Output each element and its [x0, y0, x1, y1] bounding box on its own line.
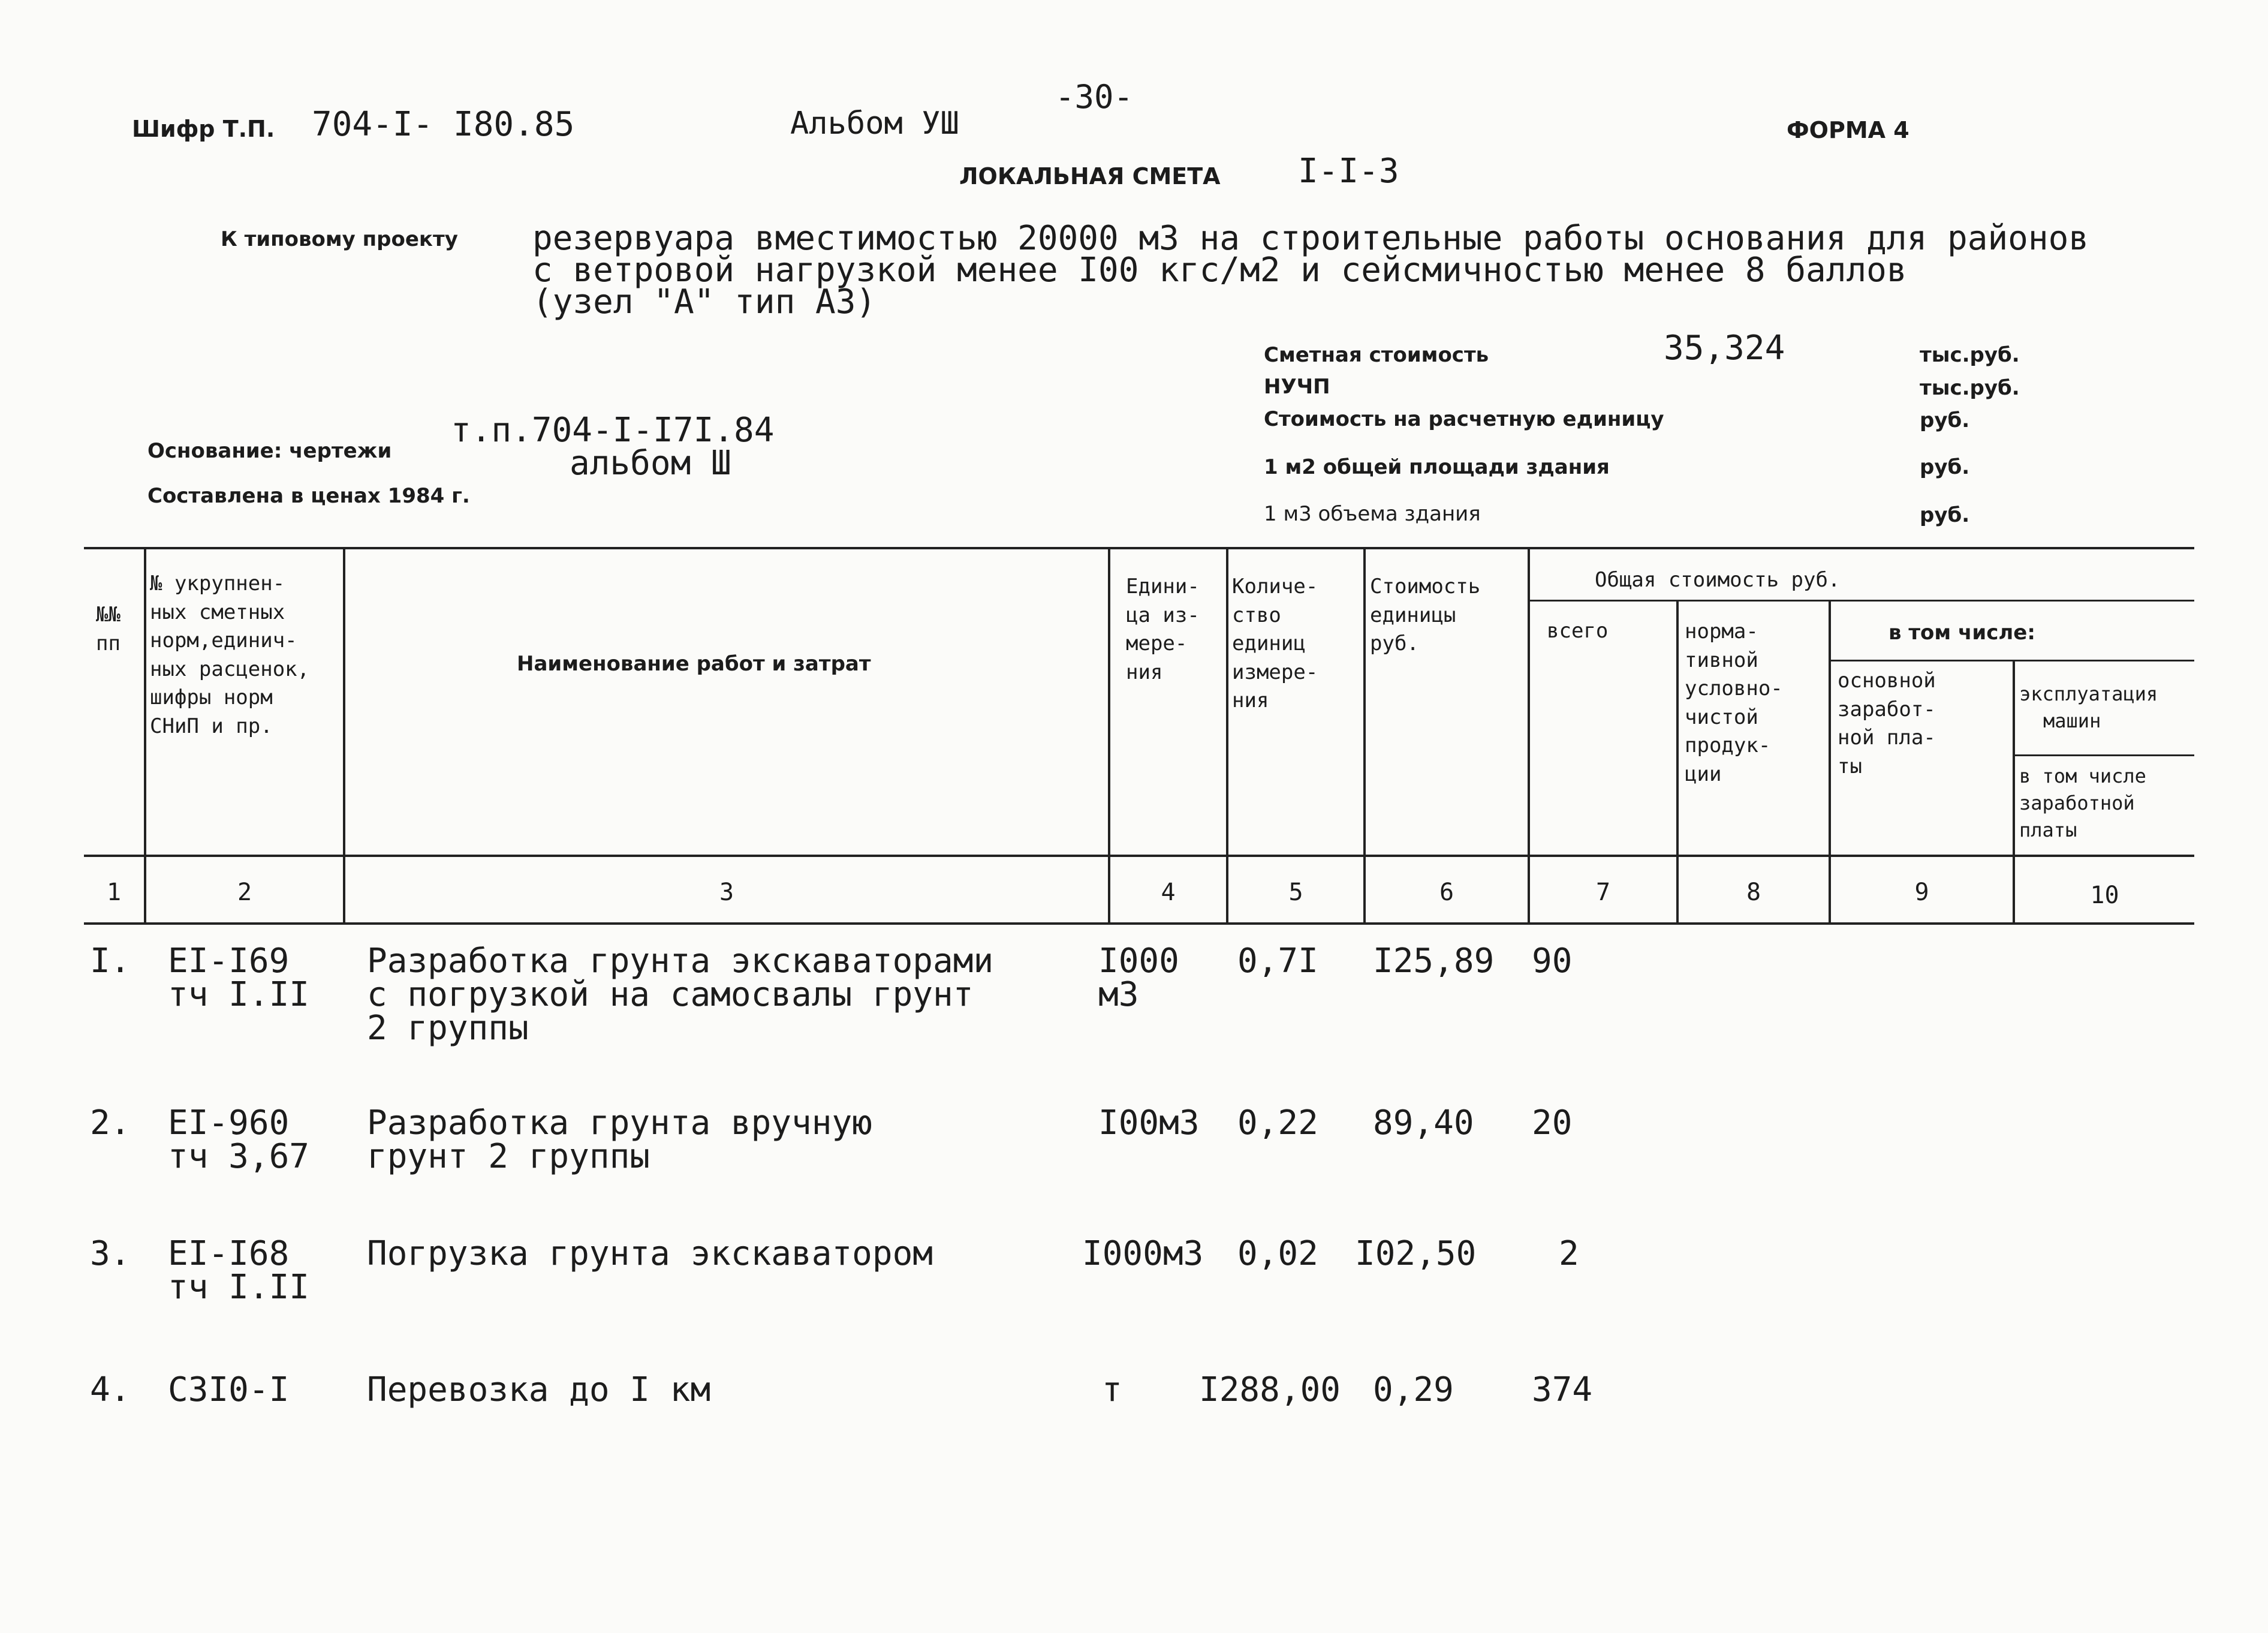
col-num-7: 7 [1595, 879, 1611, 906]
project-line-2: с ветровой нагрузкой менее I00 кгс/м2 и сейсмичностью менее 8 баллов [532, 251, 1907, 290]
row-2-price: 89,40 [1373, 1103, 1474, 1142]
per-m2-unit: руб. [1920, 455, 1970, 479]
row-4-qty: I288,00 [1199, 1370, 1341, 1409]
row-3-qty: 0,02 [1237, 1234, 1318, 1273]
header-col-3: Наименование работ и затрат [517, 652, 871, 676]
col-num-4: 4 [1161, 879, 1176, 906]
page-number: -30- [1055, 78, 1134, 116]
row-1-code: EI-I69 тч I.II [168, 942, 310, 1014]
row-2-qty: 0,22 [1237, 1103, 1318, 1142]
project-line-3: (узел "А" тип А3) [532, 282, 877, 321]
header-col-9: основной заработ- ной пла- ты [1838, 669, 1936, 778]
row-4-no: 4. [90, 1370, 131, 1409]
basis-drawings: т.п.704-I-I7I.84 [451, 411, 775, 450]
row-3-name: Погрузка грунта экскаватором [367, 1234, 933, 1273]
row-1-name: Разработка грунта экскаваторами с погрузкой на самосвалы грунт 2 группы [367, 942, 994, 1048]
row-4-price: 0,29 [1373, 1370, 1454, 1409]
row-4-code: С3I0-I [168, 1370, 290, 1409]
row-2-unit: I00м3 [1098, 1103, 1200, 1142]
header-total-group: Общая стоимость руб. [1595, 568, 1841, 592]
row-4-total: 374 [1532, 1370, 1593, 1409]
row-3-total: 2 [1559, 1234, 1579, 1273]
row-1-price: I25,89 [1373, 942, 1495, 981]
row-1-no: I. [90, 942, 131, 981]
col-num-1: 1 [106, 879, 122, 906]
row-3-no: 3. [90, 1234, 131, 1273]
col-num-9: 9 [1914, 879, 1929, 906]
header-col-2: № укрупнен- ных сметных норм,единич- ных расценок, шифры норм СНиП и пр. [150, 572, 310, 738]
row-2-name: Разработка грунта вручную грунт 2 группы [367, 1103, 872, 1176]
col-num-6: 6 [1439, 879, 1454, 906]
basis-label: Основание: чертежи [147, 439, 392, 463]
col-num-2: 2 [237, 879, 252, 906]
row-1-unit: I000 м3 [1098, 942, 1179, 1014]
prices-label: Составлена в ценах 1984 г. [147, 484, 470, 508]
cipher-value: 704-I- I80.85 [312, 105, 575, 144]
row-3-price: I02,50 [1355, 1234, 1477, 1273]
per-m3-unit: руб. [1920, 503, 1970, 527]
row-4-name: Перевозка до I км [367, 1370, 711, 1409]
col-num-3: 3 [719, 879, 734, 906]
header-col-8: норма- тивной условно- чистой продук- ции [1685, 619, 1783, 786]
header-col-7: всего [1547, 619, 1609, 643]
estimated-cost-unit: тыс.руб. [1920, 343, 2020, 367]
per-unit-unit: руб. [1920, 408, 1970, 432]
col-num-10: 10 [2090, 882, 2119, 909]
estimate-number: I-I-3 [1298, 152, 1399, 191]
header-col-10-bottom: в том числе заработной платы [2019, 765, 2146, 841]
per-m3-label: 1 м3 объема здания [1264, 502, 1481, 526]
row-2-no: 2. [90, 1103, 131, 1142]
header-col-5: Количе- ство единиц измере- ния [1232, 575, 1318, 713]
header-col-10-top: эксплуатация машин [2019, 682, 2158, 732]
col-num-8: 8 [1746, 879, 1761, 906]
col-num-5: 5 [1288, 879, 1303, 906]
project-line-1: резервуара вместимостью 20000 м3 на строительные работы основания для районов [532, 219, 2089, 258]
estimated-cost-label: Сметная стоимость [1264, 343, 1489, 367]
header-col-6: Стоимость единицы руб. [1370, 575, 1481, 656]
project-label: К типовому проекту [221, 227, 458, 251]
row-3-unit: I000м3 [1082, 1234, 1204, 1273]
per-m2-label: 1 м2 общей площади здания [1264, 455, 1610, 479]
estimated-cost-value: 35,324 [1664, 329, 1785, 368]
row-2-total: 20 [1532, 1103, 1573, 1142]
header-col-4: Едини- ца из- мере- ния [1126, 575, 1200, 684]
form-label: ФОРМА 4 [1787, 117, 1909, 143]
cipher-label: Шифр Т.П. [132, 116, 275, 142]
row-4-unit: т [1102, 1370, 1122, 1409]
header-incl-group: в том числе: [1889, 621, 2035, 645]
row-1-total: 90 [1532, 942, 1573, 981]
album-label: Альбом УШ [790, 106, 959, 142]
nuchp-unit: тыс.руб. [1920, 376, 2020, 400]
header-col-1: №№ пп [96, 603, 121, 655]
row-2-code: EI-960 тч 3,67 [168, 1103, 310, 1176]
nuchp-label: НУЧП [1264, 375, 1330, 399]
estimate-title: ЛОКАЛЬНАЯ СМЕТА [959, 163, 1221, 190]
basis-album: альбом Ш [570, 444, 731, 483]
row-3-code: EI-I68 тч I.II [168, 1234, 310, 1307]
per-unit-label: Стоимость на расчетную единицу [1264, 407, 1664, 431]
row-1-qty: 0,7I [1237, 942, 1318, 981]
